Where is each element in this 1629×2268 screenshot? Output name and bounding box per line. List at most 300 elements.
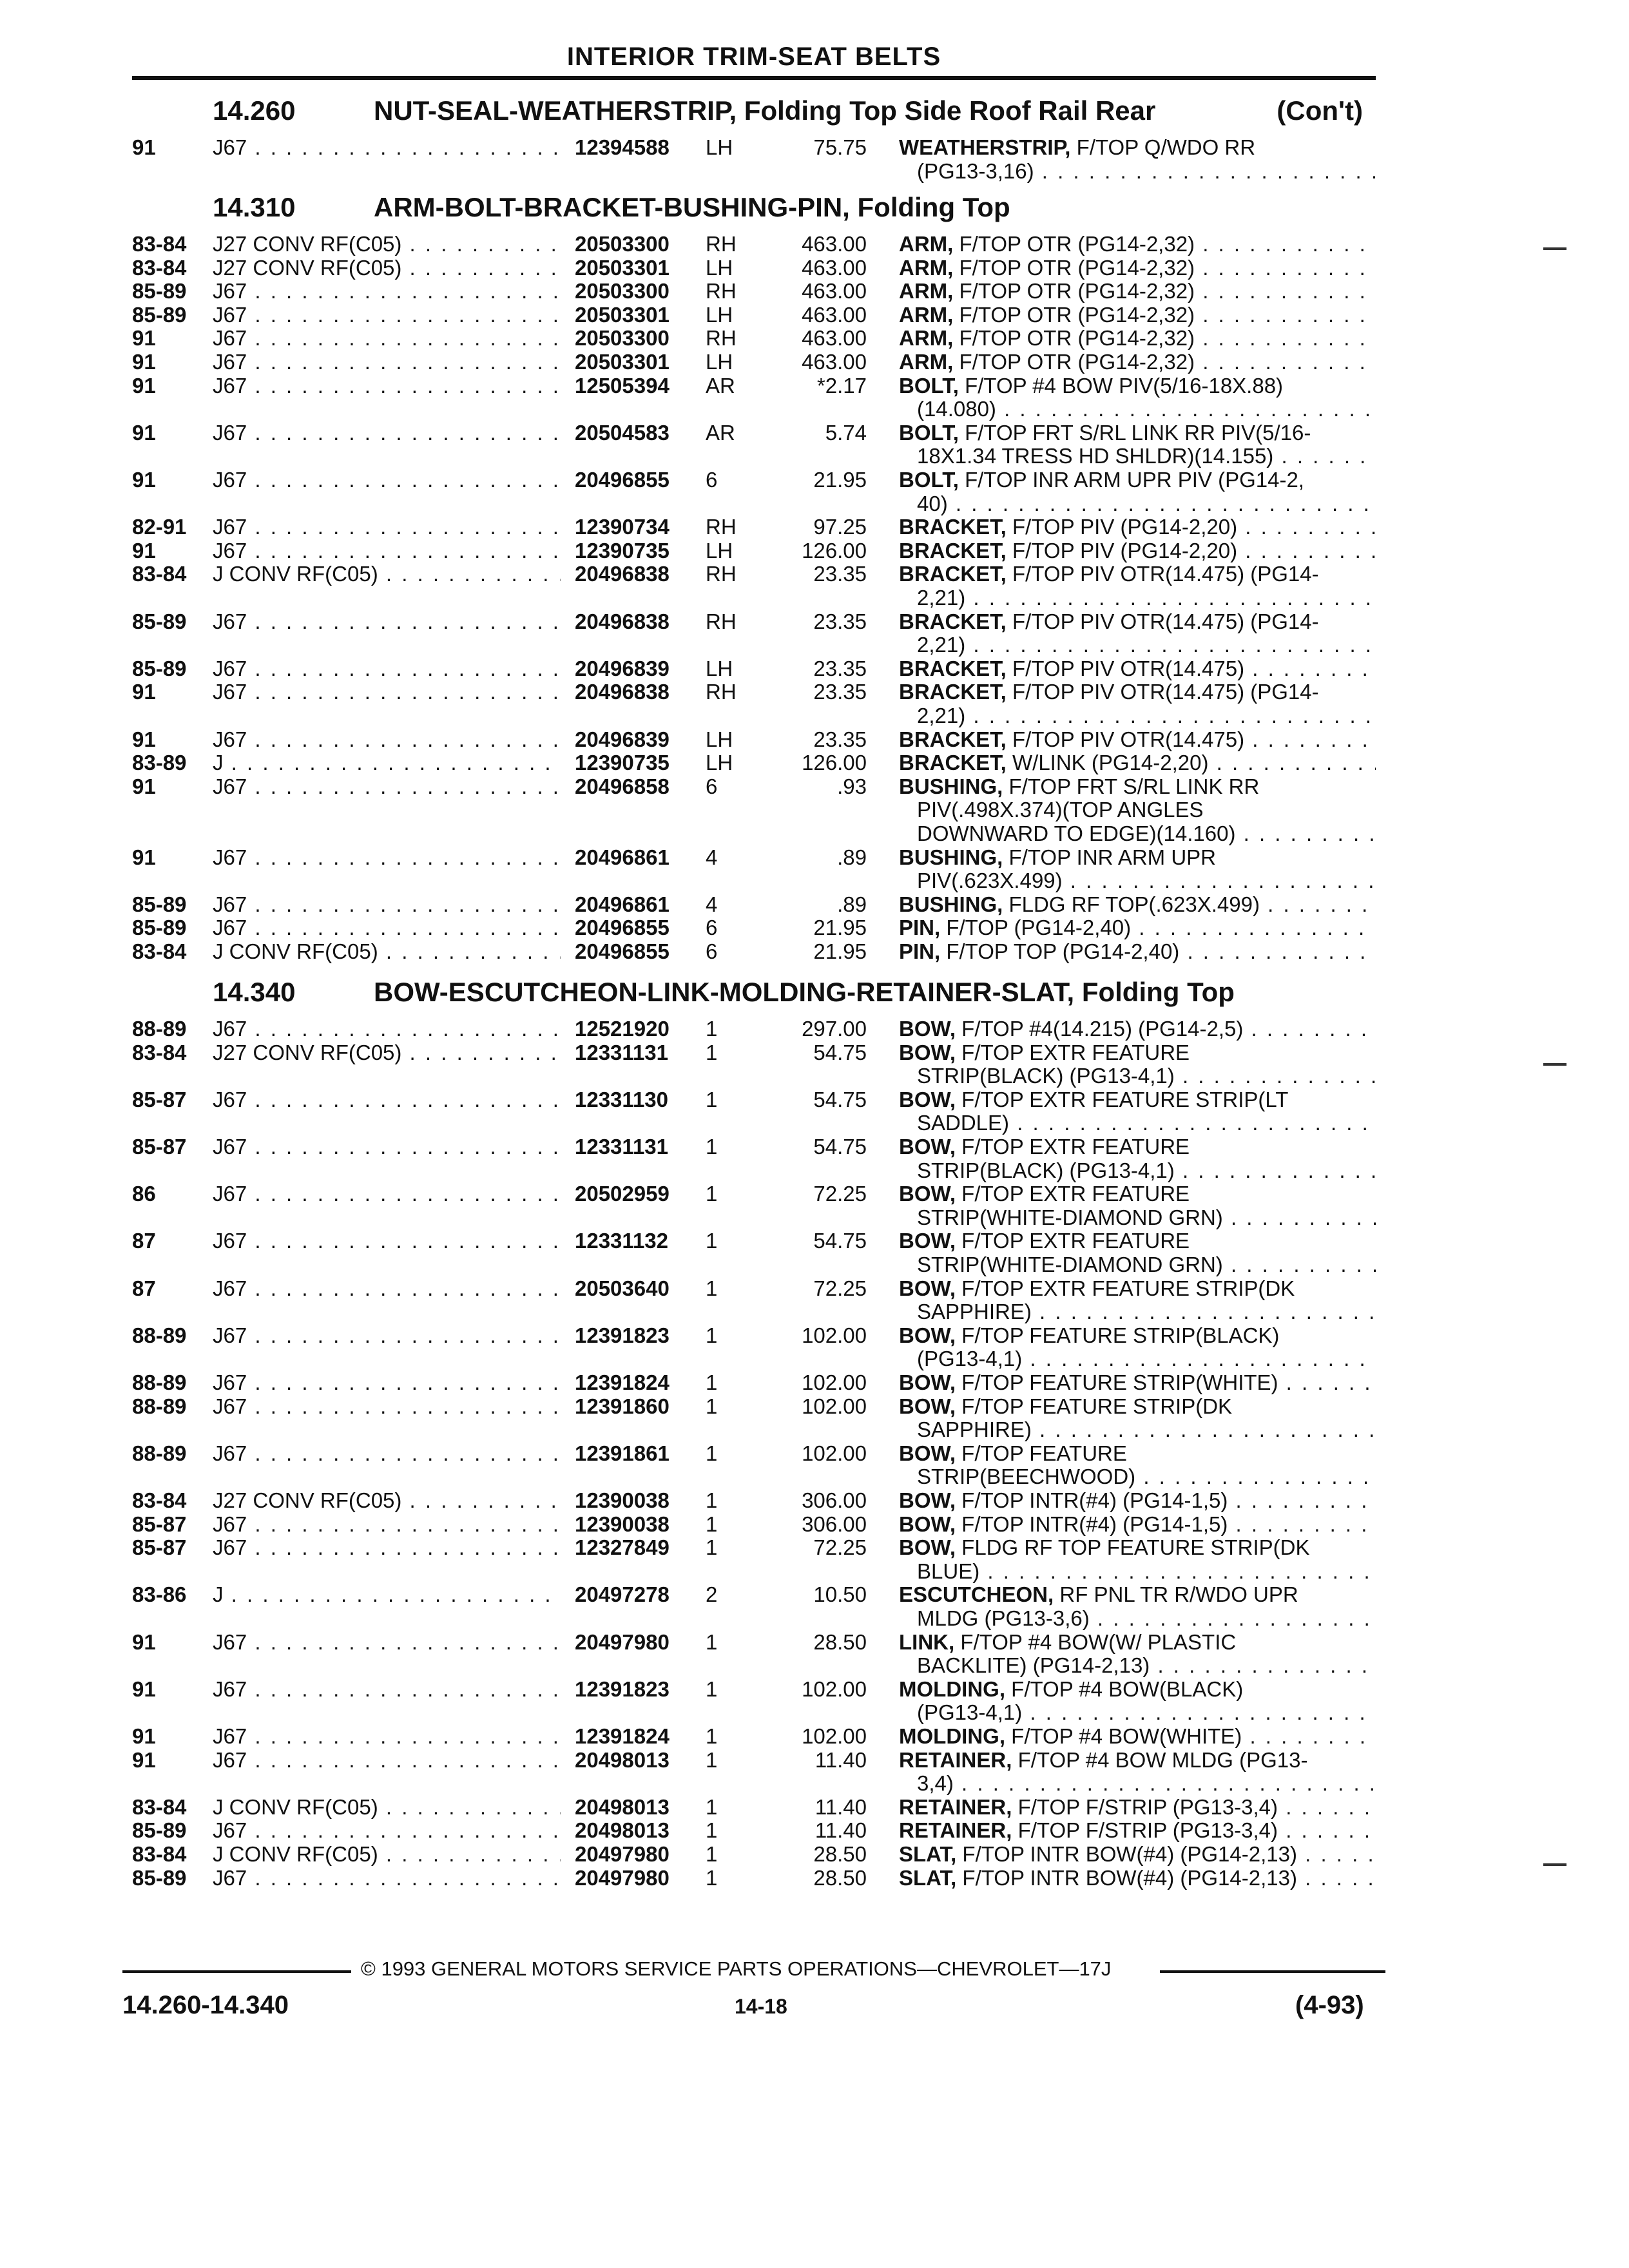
quantity-code: RH (706, 326, 737, 351)
part-detail: F/TOP OTR (PG14-2,32) (959, 232, 1195, 256)
part-name: BOW, (899, 1488, 956, 1512)
part-detail: F/TOP PIV OTR(14.475) (1012, 727, 1245, 751)
model-year: 85-89 (132, 916, 187, 940)
part-detail: F/TOP FEATURE STRIP(BLACK) (961, 1323, 1280, 1347)
description-continuation (0, 1606, 1629, 1631)
body-option: J . . . (213, 751, 561, 775)
part-detail: F/TOP FEATURE STRIP(WHITE) (961, 1370, 1278, 1394)
quantity-code: 1 (706, 1724, 718, 1748)
part-row (0, 610, 1629, 634)
description-continuation (0, 1559, 1629, 1584)
price: 126.00 (802, 751, 867, 775)
section-code: 14.340 (213, 977, 296, 1007)
quantity-code: LH (706, 727, 733, 751)
body-option: J67 . . . (213, 1748, 561, 1773)
price: 10.50 (813, 1582, 867, 1607)
part-description (899, 1323, 1376, 1348)
description-continuation (0, 492, 1629, 516)
part-row (0, 1582, 1629, 1607)
continuation-text: STRIP(BLACK) (PG13-4,1) . . . (917, 1158, 1376, 1183)
part-name: RETAINER, (899, 1818, 1012, 1843)
continuation-text: PIV(.498X.374)(TOP ANGLES (917, 798, 1204, 822)
body-option: J67 . . . (213, 135, 561, 160)
part-number: 12391861 (575, 1441, 670, 1465)
part-number: 20498013 (575, 1747, 670, 1772)
part-detail: F/TOP OTR (PG14-2,32) (959, 350, 1195, 374)
part-description (899, 1276, 1376, 1301)
part-detail: RF PNL TR R/WDO UPR (1059, 1582, 1298, 1607)
quantity-code: LH (706, 302, 733, 327)
part-description (899, 256, 1376, 280)
part-description (899, 1394, 1376, 1419)
quantity-code: RH (706, 562, 737, 586)
part-description (899, 892, 1376, 917)
part-number: 20503301 (575, 350, 670, 374)
part-description (899, 279, 1376, 303)
part-row (0, 562, 1629, 586)
part-detail: F/TOP F/STRIP (PG13-3,4) (1017, 1818, 1278, 1843)
part-name: BRACKET, (899, 538, 1007, 562)
model-year: 87 (132, 1276, 156, 1300)
model-year: 83-84 (132, 1842, 187, 1866)
part-number: 20503640 (575, 1276, 670, 1300)
price: 21.95 (813, 939, 867, 963)
part-row (0, 256, 1629, 280)
model-year: 91 (132, 1629, 156, 1654)
model-year: 83-84 (132, 1488, 187, 1512)
part-name: BOW, (899, 1276, 956, 1300)
section-header (213, 95, 1379, 128)
body-option: J67 . . . (213, 1323, 561, 1348)
quantity-code: 1 (706, 1747, 718, 1772)
part-description (899, 1795, 1376, 1820)
part-description (899, 1630, 1376, 1655)
section-title: NUT-SEAL-WEATHERSTRIP, Folding Top Side Roof Rail Rear (374, 95, 1156, 126)
part-row (0, 515, 1629, 539)
footer-copyright: © 1993 GENERAL MOTORS SERVICE PARTS OPERATIONS—CHEVROLET—17J (361, 1957, 1112, 1980)
part-name: BOW, (899, 1182, 956, 1206)
part-description (899, 680, 1376, 704)
quantity-code: 1 (706, 1794, 718, 1819)
part-number: 20496855 (575, 939, 670, 963)
body-option: J67 . . . (213, 374, 561, 398)
body-option: J67 . . . (213, 892, 561, 917)
part-description (899, 326, 1376, 351)
part-number: 20497980 (575, 1629, 670, 1654)
section-header (213, 977, 1379, 1009)
description-continuation (0, 1206, 1629, 1230)
part-number: 12331131 (575, 1040, 669, 1064)
price: 11.40 (815, 1818, 867, 1843)
model-year: 91 (132, 538, 156, 562)
body-option: J67 . . . (213, 845, 561, 870)
part-detail: F/TOP EXTR FEATURE (961, 1040, 1190, 1064)
part-number: 20504583 (575, 420, 670, 445)
price: 126.00 (802, 538, 867, 562)
part-detail: F/TOP PIV OTR(14.475) (PG14- (1012, 562, 1319, 586)
margin-mark (1543, 1063, 1566, 1066)
model-year: 91 (132, 326, 156, 351)
continuation-text: (PG13-4,1) . . . (917, 1700, 1376, 1725)
description-continuation (0, 633, 1629, 657)
part-row (0, 539, 1629, 563)
part-number: 12331130 (575, 1087, 669, 1111)
quantity-code: 1 (706, 1629, 718, 1654)
price: 463.00 (802, 326, 867, 351)
quantity-code: 1 (706, 1818, 718, 1843)
part-name: BOW, (899, 1135, 956, 1158)
part-number: 12390038 (575, 1488, 670, 1512)
part-description (899, 1677, 1376, 1702)
model-year: 91 (132, 727, 156, 751)
model-year: 83-84 (132, 255, 187, 280)
part-name: BOW, (899, 1441, 956, 1465)
part-name: WEATHERSTRIP, (899, 135, 1071, 159)
body-option: J67 . . . (213, 1276, 561, 1301)
part-description (899, 539, 1376, 563)
footer-page-number: 14-18 (735, 1995, 787, 2018)
part-number: 20498013 (575, 1794, 670, 1819)
part-description (899, 468, 1376, 492)
part-detail: F/TOP F/STRIP (PG13-3,4) (1017, 1794, 1278, 1819)
part-number: 12391823 (575, 1323, 670, 1347)
body-option: J . . . (213, 1582, 561, 1607)
body-option: J67 . . . (213, 350, 561, 374)
price: *2.17 (816, 373, 867, 398)
model-year: 83-84 (132, 939, 187, 963)
price: 11.40 (815, 1747, 867, 1772)
price: 72.25 (813, 1182, 867, 1206)
description-continuation (0, 1111, 1629, 1135)
part-row (0, 303, 1629, 327)
part-number: 20496838 (575, 562, 670, 586)
quantity-code: 1 (706, 1017, 718, 1041)
part-detail: F/TOP PIV OTR(14.475) (PG14- (1012, 609, 1319, 633)
body-option: J67 . . . (213, 1512, 561, 1537)
description-continuation (0, 1300, 1629, 1324)
part-number: 20496858 (575, 774, 670, 798)
part-number: 20497980 (575, 1865, 670, 1890)
part-name: BOW, (899, 1040, 956, 1064)
part-detail: W/LINK (PG14-2,20) (1012, 751, 1209, 775)
body-option: J CONV RF(C05) . . . (213, 1795, 561, 1820)
part-description (899, 1488, 1376, 1513)
part-number: 20503301 (575, 302, 670, 327)
price: .93 (837, 774, 867, 798)
part-name: BOW, (899, 1017, 956, 1041)
quantity-code: AR (706, 373, 735, 398)
part-description (899, 1866, 1376, 1890)
part-name: ARM, (899, 255, 954, 280)
quantity-code: 6 (706, 468, 718, 492)
part-detail: F/TOP OTR (PG14-2,32) (959, 302, 1195, 327)
part-name: MOLDING, (899, 1724, 1005, 1748)
price: 21.95 (813, 916, 867, 940)
part-number: 20496861 (575, 892, 670, 916)
section-code: 14.310 (213, 192, 296, 222)
price: 463.00 (802, 232, 867, 256)
part-description (899, 939, 1376, 964)
part-detail: F/TOP Q/WDO RR (1076, 135, 1256, 159)
footer-revision-date: (4-93) (1295, 1991, 1364, 2019)
description-continuation (0, 704, 1629, 728)
part-description (899, 610, 1376, 634)
part-description (899, 727, 1376, 752)
part-detail: F/TOP INTR(#4) (PG14-1,5) (961, 1512, 1228, 1536)
quantity-code: 1 (706, 1394, 718, 1418)
section-title: BOW-ESCUTCHEON-LINK-MOLDING-RETAINER-SLAT, Folding Top (374, 977, 1235, 1007)
part-row (0, 350, 1629, 374)
continuation-text: 2,21) . . . (917, 633, 1376, 657)
part-name: SLAT, (899, 1865, 957, 1890)
part-name: BOW, (899, 1087, 956, 1111)
body-option: J67 . . . (213, 610, 561, 634)
model-year: 85-87 (132, 1512, 187, 1536)
part-row (0, 1394, 1629, 1419)
model-year: 87 (132, 1229, 156, 1253)
part-description (899, 1748, 1376, 1773)
quantity-code: 1 (706, 1276, 718, 1300)
price: 28.50 (813, 1842, 867, 1866)
model-year: 83-84 (132, 232, 187, 256)
price: 5.74 (825, 420, 867, 445)
continuation-text: DOWNWARD TO EDGE)(14.160) . . . (917, 822, 1376, 846)
body-option: J67 . . . (213, 680, 561, 704)
price: 97.25 (813, 515, 867, 539)
quantity-code: LH (706, 538, 733, 562)
description-continuation (0, 869, 1629, 893)
model-year: 88-89 (132, 1394, 187, 1418)
part-name: ARM, (899, 350, 954, 374)
price: 21.95 (813, 468, 867, 492)
part-row (0, 845, 1629, 870)
part-detail: F/TOP PIV (PG14-2,20) (1012, 538, 1238, 562)
part-name: BRACKET, (899, 609, 1007, 633)
part-name: PIN, (899, 939, 941, 963)
continued-label: (Con't) (1277, 95, 1363, 126)
body-option: J67 . . . (213, 1441, 561, 1466)
part-number: 12331131 (575, 1135, 669, 1158)
body-option: J67 . . . (213, 1677, 561, 1702)
quantity-code: 1 (706, 1370, 718, 1394)
part-description (899, 1041, 1376, 1065)
description-continuation (0, 1465, 1629, 1489)
body-option: J67 . . . (213, 1229, 561, 1253)
body-option: J67 . . . (213, 774, 561, 799)
part-row (0, 1535, 1629, 1560)
quantity-code: LH (706, 656, 733, 680)
part-row (0, 326, 1629, 351)
price: 102.00 (802, 1394, 867, 1418)
part-detail: FLDG RF TOP(.623X.499) (1008, 892, 1260, 916)
continuation-text: 2,21) . . . (917, 704, 1376, 728)
body-option: J27 CONV RF(C05) . . . (213, 1488, 561, 1513)
part-name: BRACKET, (899, 751, 1007, 775)
part-detail: F/TOP PIV OTR(14.475) (PG14- (1012, 680, 1319, 704)
model-year: 85-87 (132, 1535, 187, 1560)
quantity-code: 1 (706, 1182, 718, 1206)
quantity-code: 1 (706, 1512, 718, 1536)
quantity-code: RH (706, 680, 737, 704)
model-year: 91 (132, 1677, 156, 1701)
body-option: J67 . . . (213, 1630, 561, 1655)
description-continuation (0, 1771, 1629, 1796)
model-year: 85-89 (132, 279, 187, 303)
quantity-code: 1 (706, 1865, 718, 1890)
quantity-code: 1 (706, 1842, 718, 1866)
body-option: J67 . . . (213, 1370, 561, 1395)
body-option: J67 . . . (213, 468, 561, 492)
part-detail: F/TOP #4 BOW(WHITE) (1011, 1724, 1242, 1748)
part-detail: F/TOP INTR BOW(#4) (PG14-2,13) (962, 1865, 1297, 1890)
part-description (899, 421, 1376, 445)
part-detail: F/TOP FEATURE STRIP(DK (961, 1394, 1233, 1418)
body-option: J67 . . . (213, 1535, 561, 1560)
part-name: BOW, (899, 1394, 956, 1418)
part-detail: F/TOP EXTR FEATURE STRIP(DK (961, 1276, 1295, 1300)
quantity-code: RH (706, 515, 737, 539)
footer-rule (1160, 1970, 1385, 1973)
title-rule (132, 76, 1376, 80)
part-description (899, 1135, 1376, 1159)
body-option: J67 . . . (213, 1182, 561, 1206)
description-continuation (0, 798, 1629, 822)
section-code: 14.260 (213, 95, 296, 126)
body-option: J67 . . . (213, 1088, 561, 1112)
part-row (0, 232, 1629, 256)
part-row (0, 657, 1629, 681)
model-year: 85-89 (132, 302, 187, 327)
price: 23.35 (813, 656, 867, 680)
price: 306.00 (802, 1512, 867, 1536)
part-description (899, 350, 1376, 374)
description-continuation (0, 1347, 1629, 1371)
part-row (0, 939, 1629, 964)
part-number: 12391824 (575, 1370, 670, 1394)
part-detail: F/TOP PIV (PG14-2,20) (1012, 515, 1238, 539)
price: .89 (837, 845, 867, 869)
part-detail: F/TOP INTR(#4) (PG14-1,5) (961, 1488, 1228, 1512)
part-row (0, 1041, 1629, 1065)
part-description (899, 135, 1376, 160)
price: 72.25 (813, 1276, 867, 1300)
part-detail: F/TOP #4 BOW MLDG (PG13- (1017, 1747, 1308, 1772)
part-name: ARM, (899, 279, 954, 303)
part-number: 12390734 (575, 515, 670, 539)
part-number: 12327849 (575, 1535, 670, 1560)
continuation-text: STRIP(WHITE-DIAMOND GRN) . . . (917, 1206, 1376, 1230)
price: 463.00 (802, 279, 867, 303)
price: 28.50 (813, 1629, 867, 1654)
part-row (0, 774, 1629, 799)
part-name: BOW, (899, 1512, 956, 1536)
quantity-code: 6 (706, 939, 718, 963)
part-name: ARM, (899, 326, 954, 351)
quantity-code: 1 (706, 1229, 718, 1253)
body-option: J67 . . . (213, 1135, 561, 1159)
price: 11.40 (815, 1794, 867, 1819)
body-option: J67 . . . (213, 326, 561, 351)
body-option: J67 . . . (213, 303, 561, 327)
price: .89 (837, 892, 867, 916)
part-name: SLAT, (899, 1842, 957, 1866)
price: 102.00 (802, 1441, 867, 1465)
price: 23.35 (813, 609, 867, 633)
footer-section-range: 14.260-14.340 (122, 1991, 289, 2019)
price: 75.75 (813, 135, 867, 159)
quantity-code: 1 (706, 1677, 718, 1701)
model-year: 91 (132, 373, 156, 398)
part-detail: F/TOP FRT S/RL LINK RR PIV(5/16- (965, 420, 1311, 445)
model-year: 88-89 (132, 1370, 187, 1394)
price: 72.25 (813, 1535, 867, 1560)
body-option: J67 . . . (213, 1818, 561, 1843)
quantity-code: LH (706, 751, 733, 775)
model-year: 83-86 (132, 1582, 187, 1607)
part-detail: F/TOP INR ARM UPR (1008, 845, 1217, 869)
part-description (899, 1370, 1376, 1395)
part-detail: FLDG RF TOP FEATURE STRIP(DK (961, 1535, 1310, 1560)
part-name: MOLDING, (899, 1677, 1005, 1701)
part-name: BOW, (899, 1323, 956, 1347)
part-number: 20496839 (575, 727, 670, 751)
part-number: 12390038 (575, 1512, 670, 1536)
continuation-text: 2,21) . . . (917, 586, 1376, 610)
price: 23.35 (813, 562, 867, 586)
part-name: BOLT, (899, 420, 959, 445)
part-name: LINK, (899, 1629, 955, 1654)
continuation-text: 3,4) . . . (917, 1771, 1376, 1796)
part-description (899, 1182, 1376, 1206)
part-number: 20496839 (575, 656, 670, 680)
part-detail: F/TOP #4(14.215) (PG14-2,5) (961, 1017, 1244, 1041)
body-option: J CONV RF(C05) . . . (213, 1842, 561, 1867)
price: 102.00 (802, 1724, 867, 1748)
continuation-text: BACKLITE) (PG14-2,13) . . . (917, 1653, 1376, 1678)
part-row (0, 1276, 1629, 1301)
description-continuation (0, 1158, 1629, 1183)
part-row (0, 1135, 1629, 1159)
part-number: 12521920 (575, 1017, 670, 1041)
part-description (899, 1724, 1376, 1749)
body-option: J67 . . . (213, 657, 561, 681)
continuation-text: STRIP(WHITE-DIAMOND GRN) . . . (917, 1253, 1376, 1277)
model-year: 91 (132, 1747, 156, 1772)
quantity-code: 1 (706, 1040, 718, 1064)
continuation-text: MLDG (PG13-3,6) . . . (917, 1606, 1376, 1631)
model-year: 85-89 (132, 1865, 187, 1890)
part-name: BOLT, (899, 373, 959, 398)
continuation-text: STRIP(BEECHWOOD) . . . (917, 1465, 1376, 1489)
quantity-code: 2 (706, 1582, 718, 1607)
part-number: 20496861 (575, 845, 670, 869)
price: 54.75 (813, 1040, 867, 1064)
description-continuation (0, 586, 1629, 610)
part-number: 12390735 (575, 751, 670, 775)
part-description (899, 657, 1376, 681)
price: 54.75 (813, 1135, 867, 1158)
quantity-code: 1 (706, 1488, 718, 1512)
model-year: 83-89 (132, 751, 187, 775)
quantity-code: 6 (706, 774, 718, 798)
part-row (0, 1677, 1629, 1702)
part-number: 20496838 (575, 609, 670, 633)
price: 306.00 (802, 1488, 867, 1512)
part-detail: F/TOP TOP (PG14-2,40) (946, 939, 1180, 963)
body-option: J67 . . . (213, 279, 561, 303)
model-year: 91 (132, 845, 156, 869)
part-detail: F/TOP PIV OTR(14.475) (1012, 656, 1245, 680)
